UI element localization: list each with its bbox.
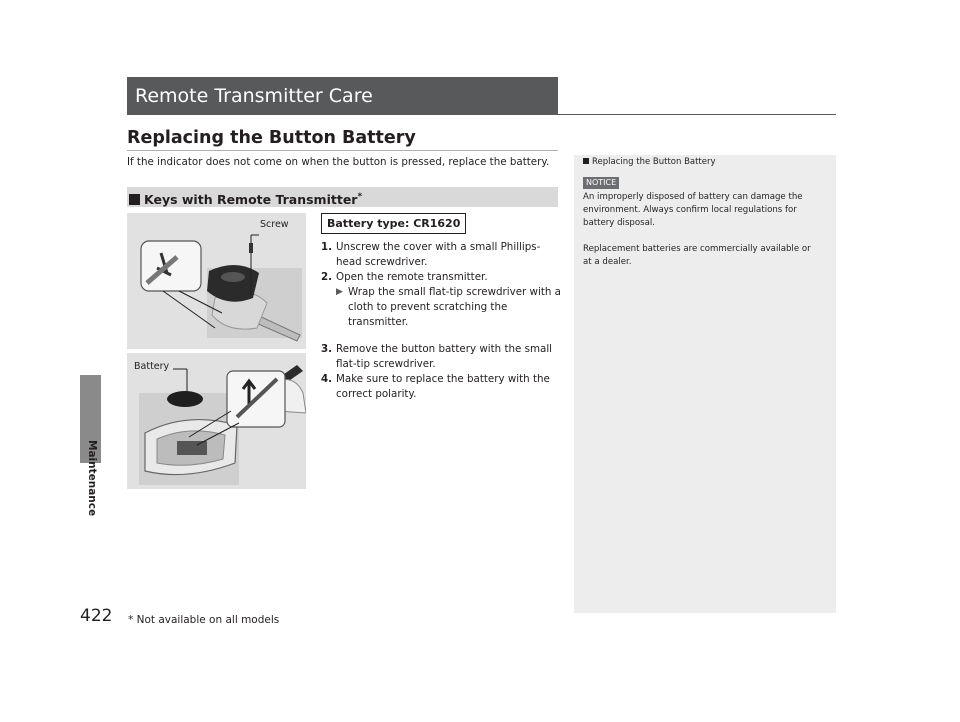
intro-text: If the indicator does not come on when the button is pressed, replace the battery. — [127, 156, 550, 168]
subsection-title: Keys with Remote Transmitter — [144, 192, 358, 208]
step-3: 3. Remove the button battery with the small flat-tip screwdriver. — [321, 343, 553, 370]
step-4: 4. Make sure to replace the battery with the correct polarity. — [321, 373, 550, 400]
screw-callout: Screw — [260, 219, 289, 230]
chevron-right-icon: ▶ — [336, 287, 343, 297]
step-1: 1. Unscrew the cover with a small Phillips- head screwdriver. — [321, 241, 541, 268]
step-2: 2. Open the remote transmitter. — [321, 271, 488, 283]
notice-badge: NOTICE — [583, 177, 619, 189]
battery-type-box: Battery type: CR1620 — [321, 213, 466, 234]
section-title: Replacing the Button Battery — [127, 128, 416, 148]
battery-callout: Battery — [134, 361, 170, 372]
subsection-heading — [127, 187, 558, 207]
page-title: Remote Transmitter Care — [127, 77, 558, 115]
header-rule — [558, 114, 836, 115]
note-marker-icon — [583, 158, 589, 164]
square-bullet-icon — [129, 194, 140, 205]
footnote: * Not available on all models — [128, 614, 280, 626]
replacement-paragraph: Replacement batteries are commercially available or at a dealer. — [583, 244, 811, 267]
step-2-substep: ▶ Wrap the small flat-tip screwdriver with a cloth to prevent scratching the transmitter. — [336, 286, 561, 328]
note-text — [583, 191, 829, 282]
key-screw-illustration — [127, 213, 306, 349]
section-rule — [127, 150, 558, 151]
steps-list — [321, 240, 561, 402]
battery-removal-illustration — [127, 353, 306, 489]
subsection-mark: * — [357, 192, 363, 202]
notice-paragraph: An improperly disposed of battery can damage the environment. Always confirm local regulations for battery disposal. — [583, 192, 803, 228]
sidebar-label: Maintenance — [86, 440, 98, 517]
page-number: 422 — [80, 606, 113, 626]
note-title: Replacing the Button Battery — [583, 157, 716, 167]
